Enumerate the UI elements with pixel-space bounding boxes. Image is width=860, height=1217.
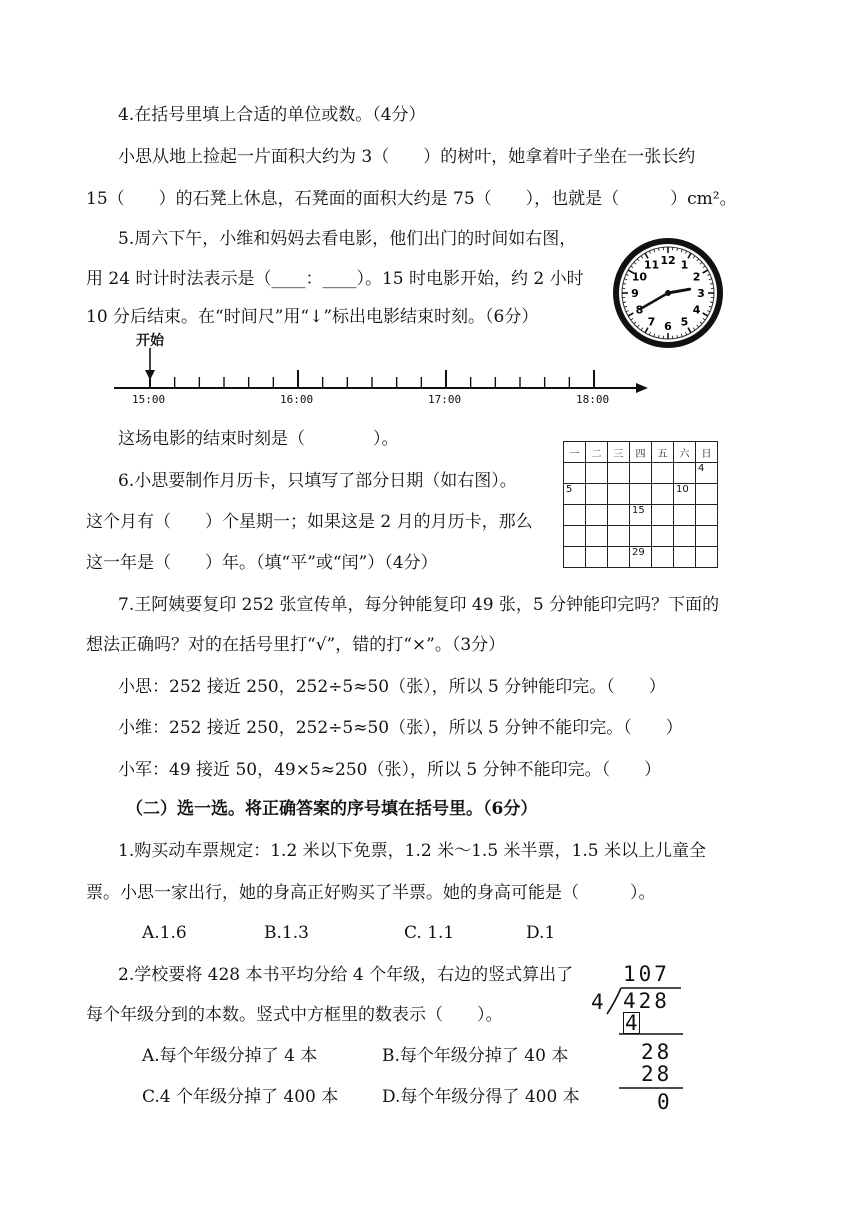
ruler-label: 18:00: [576, 393, 610, 406]
section2-title: （二）选一选。将正确答案的序号填在括号里。（6分）: [126, 799, 538, 819]
timeline-arrow-head: [636, 383, 648, 393]
calendar-cell: [586, 463, 608, 484]
time-ruler: [108, 330, 653, 410]
c2-option-a: A.每个年级分掉了 4 本: [142, 1046, 318, 1066]
clock-tick: [681, 334, 682, 337]
clock-number: 1: [680, 258, 689, 272]
q7-option-xiaosi: 小思：252 接近 250，252÷5≈50（张），所以 5 分钟能印完。（ ）: [118, 677, 666, 697]
clock-tick: [710, 302, 713, 303]
c2-option-d: D.每个年级分得了 400 本: [382, 1087, 580, 1107]
q4-line1: 小思从地上捡起一片面积大约为 3（ ）的树叶，她拿着叶子坐在一张长约: [118, 147, 696, 167]
calendar-cell: 15: [630, 505, 652, 526]
calendar-cell: [564, 547, 586, 568]
calendar-cell: [608, 526, 630, 547]
calendar-weekday-header: 日: [696, 442, 718, 463]
clock-number: 12: [660, 254, 676, 267]
calendar-cell: [696, 547, 718, 568]
c1-option-a: A.1.6: [142, 923, 187, 943]
division-dividend: 428: [623, 989, 670, 1013]
calendar-cell: [564, 526, 586, 547]
clock-tick: [624, 279, 627, 280]
calendar-weekday-header: 五: [652, 442, 674, 463]
calendar-cell: [696, 484, 718, 505]
long-division: [585, 962, 695, 1112]
calendar-cell: [652, 547, 674, 568]
clock-tick: [649, 251, 650, 254]
clock-tick: [637, 325, 639, 327]
calendar-cell: [630, 463, 652, 484]
q5-line2: 用 24 时计时法表示是（____：____）。15 时电影开始，约 2 小时: [86, 269, 584, 289]
calendar-cell: [652, 526, 674, 547]
calendar-cell: [674, 463, 696, 484]
calendar-cell: [696, 505, 718, 526]
division-boxed-digit: 4: [625, 1011, 638, 1035]
q6-line1: 6.小思要制作月历卡，只填写了部分日期（如右图）。: [118, 471, 517, 491]
calendar-cell: [608, 547, 630, 568]
clock-number: 9: [631, 287, 639, 300]
calendar-weekday-header: 三: [608, 442, 630, 463]
clock-tick: [703, 313, 708, 316]
clock-tick: [710, 283, 713, 284]
calendar-cell: [586, 547, 608, 568]
clock-tick: [703, 318, 705, 320]
clock-tick: [634, 322, 636, 324]
calendar-cell: [586, 505, 608, 526]
calendar-cell: [674, 547, 696, 568]
clock-tick: [624, 306, 627, 307]
calendar-cell: [630, 526, 652, 547]
q4-line2: 15（ ）的石凳上休息，石凳面的面积大约是 75（ ），也就是（ ）cm²。: [86, 189, 737, 209]
clock-tick: [707, 274, 710, 275]
calendar-cell: [608, 484, 630, 505]
q5-line1: 5.周六下午，小维和妈妈去看电影，他们出门的时间如右图，: [118, 229, 577, 249]
clock-tick: [703, 266, 705, 268]
clock-tick: [654, 249, 655, 252]
ruler-label: 15:00: [132, 393, 166, 406]
clock-hour-hand: [668, 289, 690, 293]
calendar-cell: 10: [674, 484, 696, 505]
q4-title: 4.在括号里填上合适的单位或数。（4分）: [118, 105, 426, 125]
clock-tick: [623, 302, 626, 303]
division-remainder: 0: [657, 1090, 673, 1114]
clock-tick: [709, 279, 712, 280]
c2-option-c: C.4 个年级分掉了 400 本: [142, 1087, 339, 1107]
calendar-cell: [652, 463, 674, 484]
clock-tick: [677, 335, 678, 338]
calendar-cell: 4: [696, 463, 718, 484]
clock-tick: [697, 259, 699, 261]
clock-tick: [623, 283, 626, 284]
clock-tick: [688, 253, 691, 258]
clock-tick: [634, 262, 636, 264]
clock-tick: [658, 248, 659, 251]
calendar-cell: [608, 505, 630, 526]
calendar-weekday-header: 二: [586, 442, 608, 463]
clock-tick: [693, 256, 695, 258]
month-calendar: [563, 441, 718, 568]
division-quotient: 107: [623, 962, 670, 986]
calendar-cell: [608, 463, 630, 484]
timeline-start-label: 开始: [136, 333, 164, 349]
clock-tick: [709, 306, 712, 307]
q7-option-xiaowei: 小维：252 接近 250，252÷5≈50（张），所以 5 分钟不能印完。（ ）: [118, 718, 683, 738]
q7-option-xiaojun: 小军：49 接近 50，49×5≈250（张），所以 5 分钟不能印完。（ ）: [118, 760, 662, 780]
ruler-label: 17:00: [428, 393, 462, 406]
calendar-cell: [564, 463, 586, 484]
clock-tick: [697, 325, 699, 327]
clock-tick: [693, 328, 695, 330]
c1-option-c: C. 1.1: [404, 923, 455, 943]
clock-tick: [637, 259, 639, 261]
c2-line1: 2.学校要将 428 本书平均分给 4 个年级，右边的竖式算出了: [118, 965, 574, 985]
clock-tick: [700, 322, 702, 324]
clock-number: 11: [643, 258, 660, 272]
clock-tick: [641, 256, 643, 258]
clock-tick: [685, 251, 686, 254]
calendar-cell: [674, 505, 696, 526]
calendar-cell: [696, 526, 718, 547]
c1-line1: 1.购买动车票规定：1.2 米以下免票，1.2 米～1.5 米半票，1.5 米以上儿童全: [118, 841, 706, 861]
q6-line2: 这个月有（ ）个星期一；如果这是 2 月的月历卡，那么: [86, 512, 533, 532]
clock-tick: [658, 335, 659, 338]
clock-tick: [707, 310, 710, 311]
c1-line2: 票。小思一家出行，她的身高正好购买了半票。她的身高可能是（ ）。: [86, 883, 656, 903]
c2-option-b: B.每个年级分掉了 40 本: [382, 1046, 569, 1066]
q7-line2: 想法正确吗？对的在括号里打“√”，错的打“×”。（3分）: [86, 635, 506, 655]
clock-tick: [703, 270, 708, 273]
division-step2: 28: [641, 1062, 673, 1086]
clock-tick: [628, 313, 633, 316]
q6-line3: 这一年是（ ）年。（填“平”或“闰”）（4分）: [86, 553, 438, 573]
clock-tick: [626, 310, 629, 311]
c2-line2: 每个年级分到的本数。竖式中方框里的数表示（ ）。: [86, 1005, 503, 1025]
clock-number: 10: [631, 270, 648, 284]
clock-number: 3: [697, 287, 705, 300]
clock-tick: [654, 334, 655, 337]
ruler-label: 16:00: [280, 393, 314, 406]
clock-tick: [677, 248, 678, 251]
calendar-cell: [630, 484, 652, 505]
clock-number: 2: [692, 270, 701, 284]
q5-line3: 10 分后结束。在“时间尺”用“↓”标出电影结束时刻。（6分）: [86, 307, 539, 327]
calendar-cell: [586, 526, 608, 547]
clock-tick: [688, 328, 691, 333]
clock-tick: [700, 262, 702, 264]
calendar-cell: [652, 505, 674, 526]
calendar-cell: [674, 526, 696, 547]
clock-tick: [685, 332, 686, 335]
clock-number: 8: [635, 303, 644, 317]
calendar-cell: [564, 505, 586, 526]
calendar-cell: 5: [564, 484, 586, 505]
clock-minute-hand: [640, 293, 668, 309]
c1-option-d: D.1: [526, 923, 556, 943]
calendar-weekday-header: 一: [564, 442, 586, 463]
calendar-cell: [586, 484, 608, 505]
clock-tick: [626, 274, 629, 275]
clock-number: 5: [680, 315, 689, 329]
division-step1: 28: [641, 1040, 673, 1064]
calendar-weekday-header: 六: [674, 442, 696, 463]
clock-tick: [631, 266, 633, 268]
clock-number: 6: [664, 320, 672, 333]
calendar-weekday-header: 四: [630, 442, 652, 463]
q7-line1: 7.王阿姨要复印 252 张宣传单，每分钟能复印 49 张，5 分钟能印完吗？下面的: [118, 595, 720, 615]
calendar-cell: [652, 484, 674, 505]
q5-answer-line: 这场电影的结束时刻是（ ）。: [118, 429, 399, 449]
division-divisor: 4: [591, 990, 607, 1014]
calendar-cell: 29: [630, 547, 652, 568]
c1-option-b: B.1.3: [264, 923, 309, 943]
clock-number: 4: [692, 303, 701, 317]
clock-number: 7: [647, 315, 656, 329]
clock-tick: [631, 318, 633, 320]
clock-tick: [681, 249, 682, 252]
